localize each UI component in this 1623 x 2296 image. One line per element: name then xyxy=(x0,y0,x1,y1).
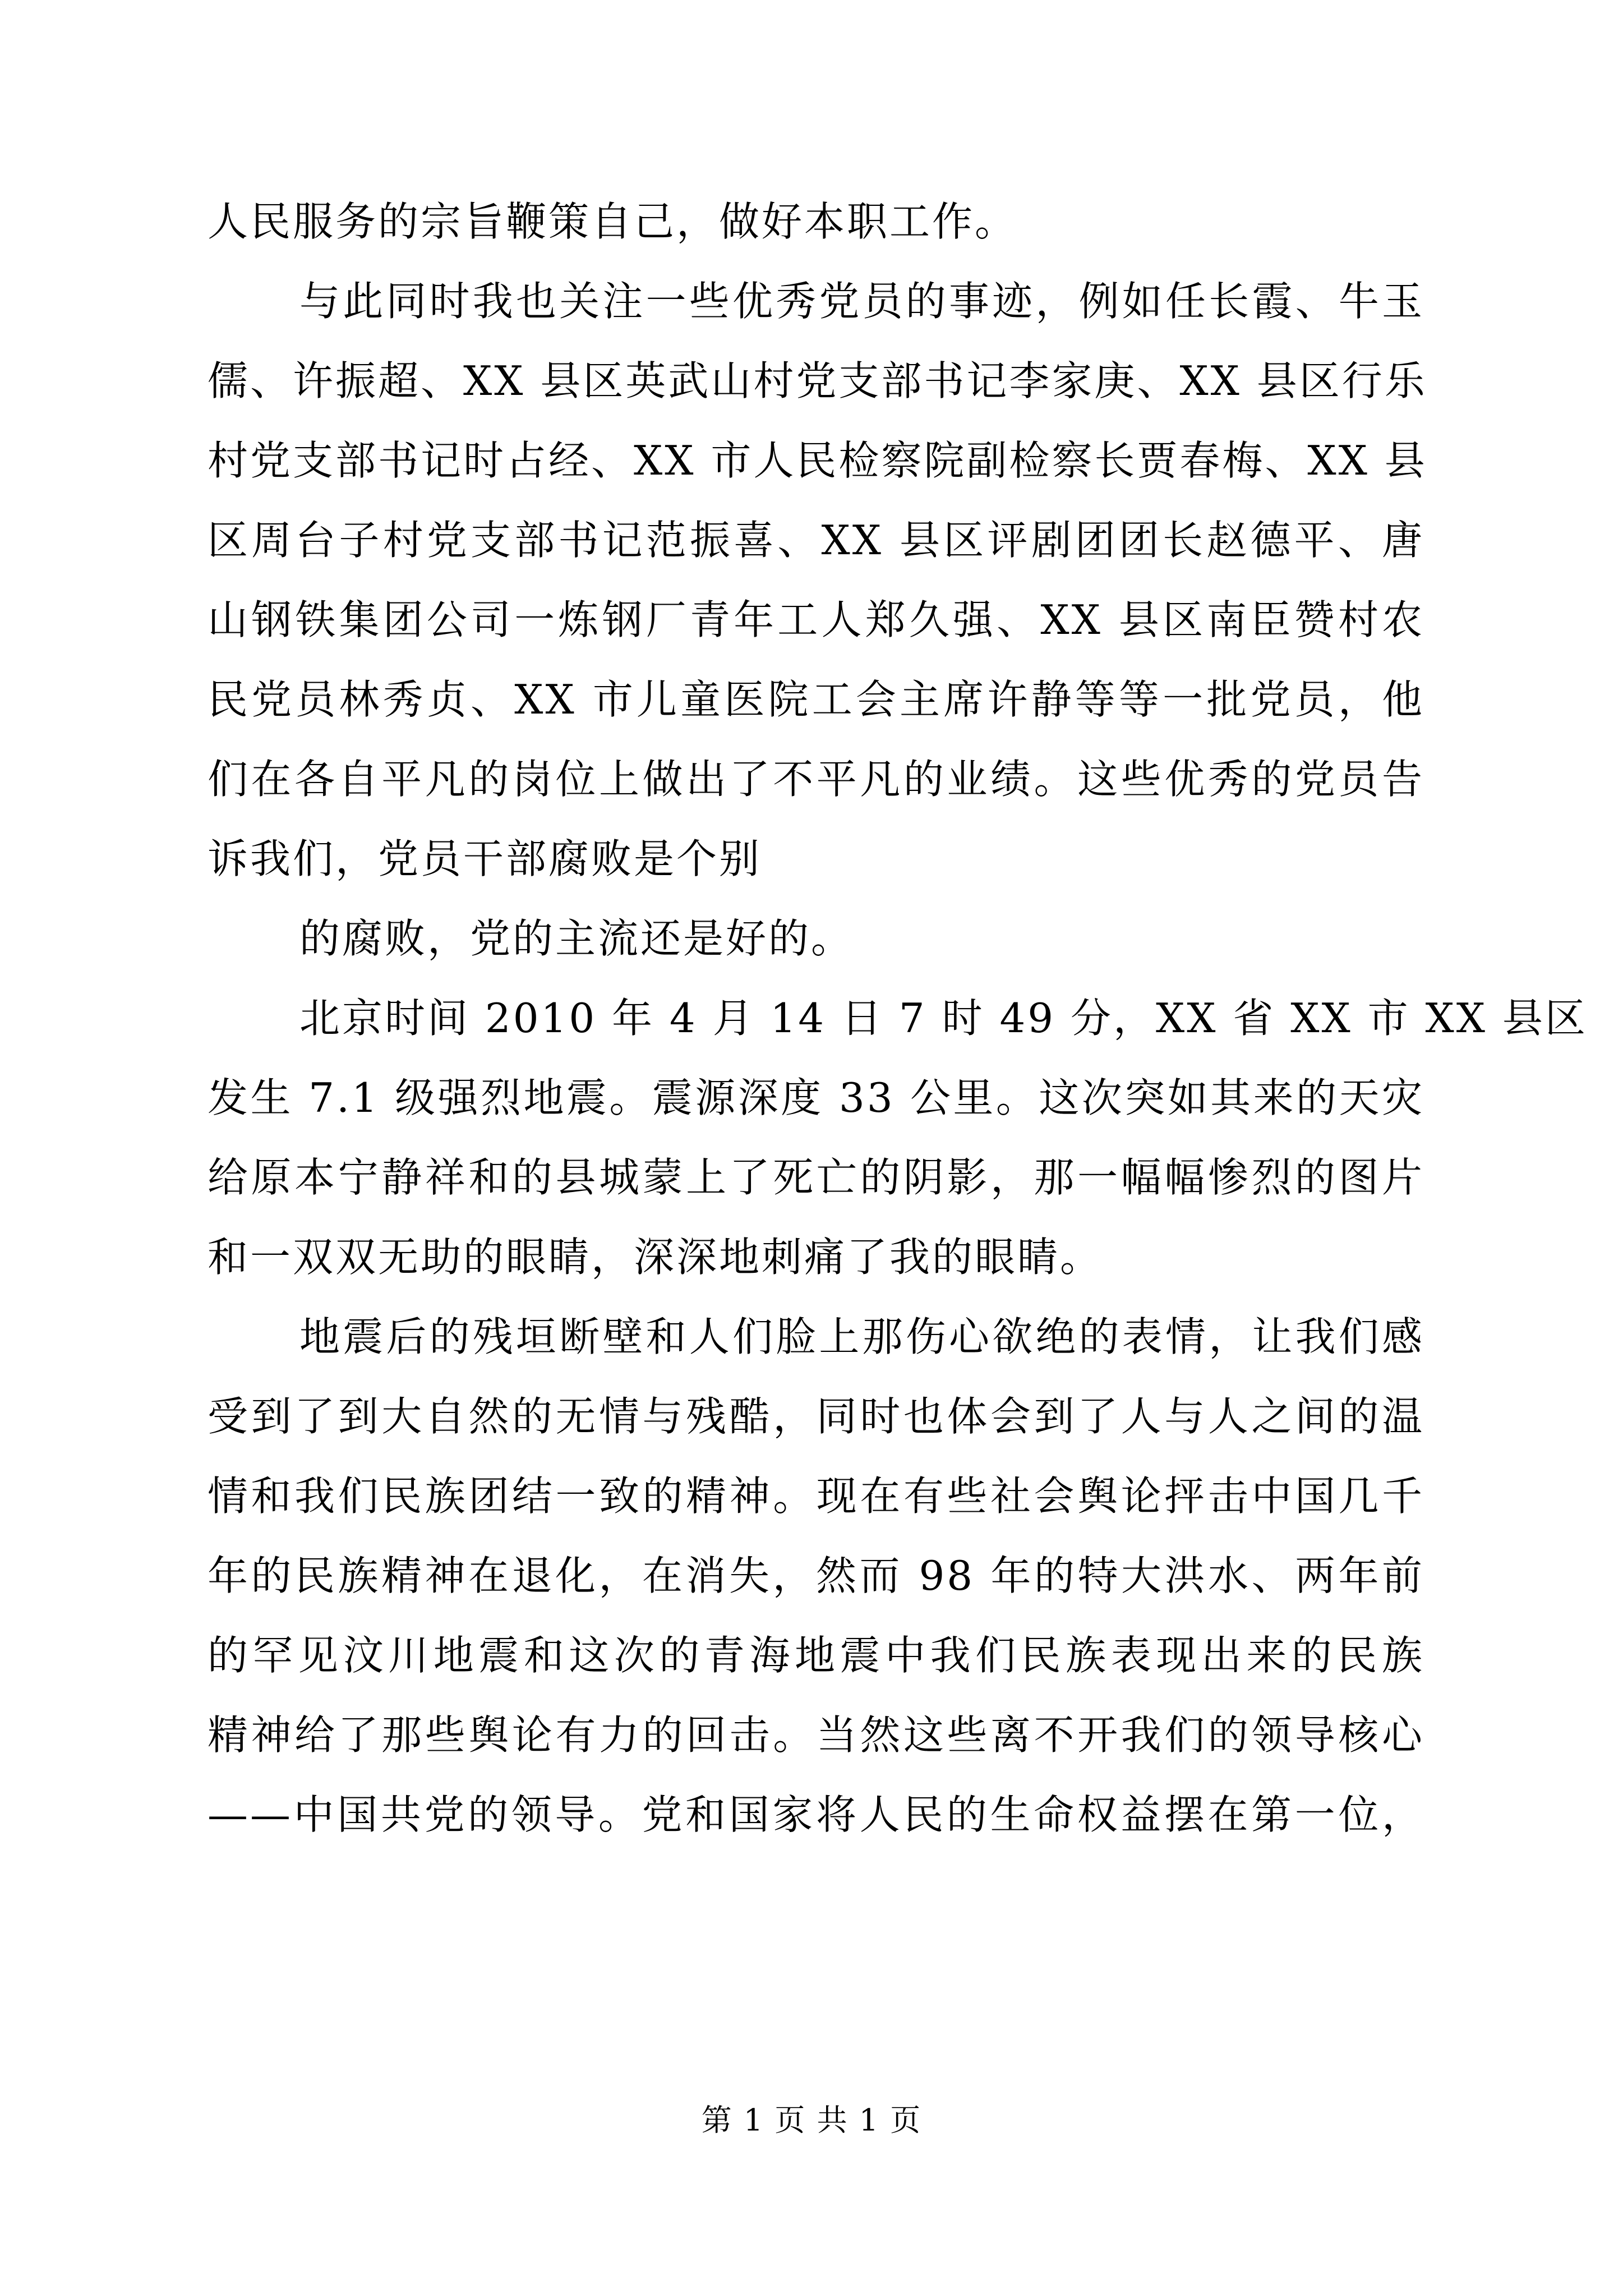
text-line: 诉我们，党员干部腐败是个别 xyxy=(208,835,762,882)
text-line: 和一双双无助的眼睛，深深地刺痛了我的眼睛。 xyxy=(208,1234,1103,1281)
text-line: 的罕见汶川地震和这次的青海地震中我们民族表现出来的民族 xyxy=(208,1632,1424,1679)
text-line: 山钢铁集团公司一炼钢厂青年工人郑久强、XX 县区南臣赞村农 xyxy=(208,596,1424,643)
page-number-footer: 第 1 页 共 1 页 xyxy=(701,2102,922,2138)
text-line: 们在各自平凡的岗位上做出了不平凡的业绩。这些优秀的党员告 xyxy=(208,756,1424,803)
text-line: 发生 7.1 级强烈地震。震源深度 33 公里。这次突如其来的天灾 xyxy=(208,1074,1424,1121)
text-line: 与此同时我也关注一些优秀党员的事迹，例如任长霞、牛玉 xyxy=(299,278,1424,325)
text-line: 地震后的残垣断壁和人们脸上那伤心欲绝的表情，让我们感 xyxy=(299,1313,1424,1360)
text-line: 村党支部书记时占经、XX 市人民检察院副检察长贾春梅、XX 县 xyxy=(208,437,1427,484)
text-line: 受到了到大自然的无情与残酷，同时也体会到了人与人之间的温 xyxy=(208,1393,1424,1440)
text-line: 情和我们民族团结一致的精神。现在有些社会舆论抨击中国几千 xyxy=(208,1473,1424,1520)
text-line: 年的民族精神在退化，在消失，然而 98 年的特大洪水、两年前 xyxy=(208,1552,1424,1599)
text-line: 人民服务的宗旨鞭策自己，做好本职工作。 xyxy=(208,198,1018,245)
text-line: 区周台子村党支部书记范振喜、XX 县区评剧团团长赵德平、唐 xyxy=(208,517,1424,564)
text-line: 北京时间 2010 年 4 月 14 日 7 时 49 分，XX 省 XX 市 XX 县区 xyxy=(299,995,1588,1042)
text-line: 的腐败，党的主流还是好的。 xyxy=(299,915,854,962)
text-line: 精神给了那些舆论有力的回击。当然这些离不开我们的领导核心 xyxy=(208,1711,1424,1759)
text-line: ——中国共党的领导。党和国家将人民的生命权益摆在第一位， xyxy=(208,1791,1424,1838)
text-line: 给原本宁静祥和的县城蒙上了死亡的阴影，那一幅幅惨烈的图片 xyxy=(208,1154,1424,1201)
text-line: 民党员林秀贞、XX 市儿童医院工会主席许静等等一批党员，他 xyxy=(208,676,1424,723)
text-line: 儒、许振超、XX 县区英武山村党支部书记李家庚、XX 县区行乐 xyxy=(208,357,1427,404)
